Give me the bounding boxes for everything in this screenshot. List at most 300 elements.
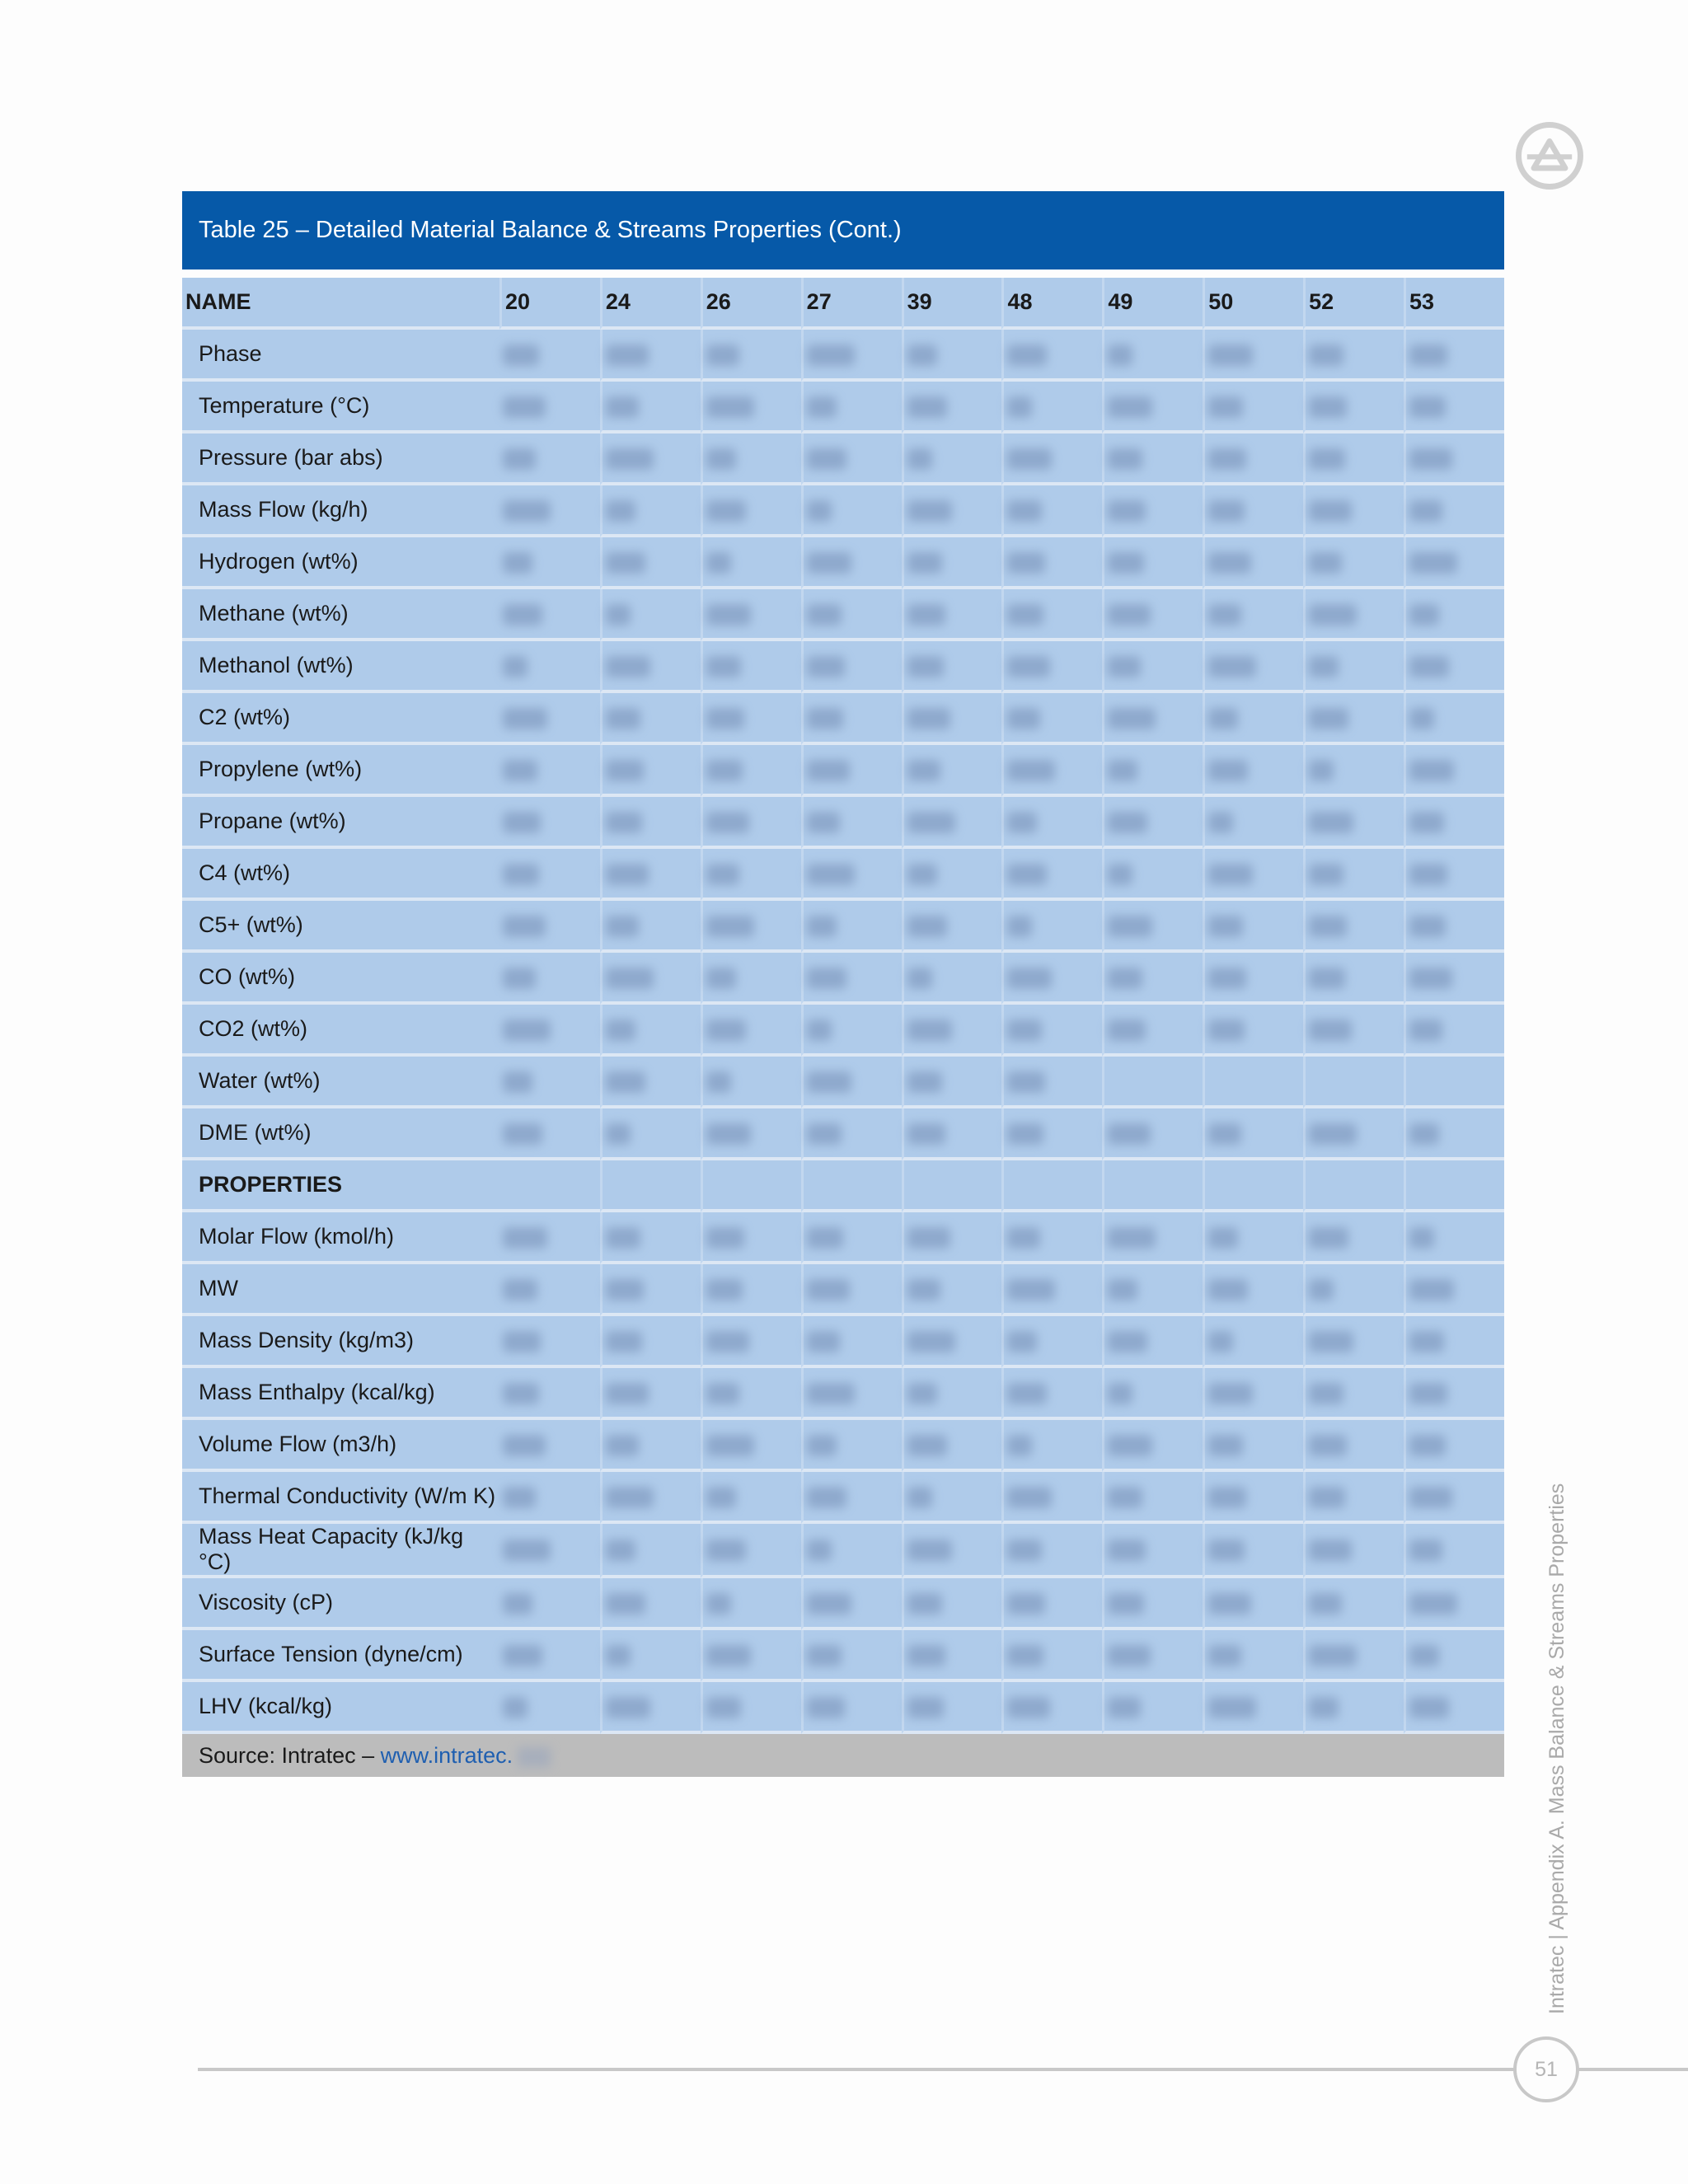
row-label: Molar Flow (kmol/h) <box>182 1212 499 1264</box>
row-label: Viscosity (cP) <box>182 1578 499 1630</box>
table-cell <box>902 849 1002 901</box>
redacted-value <box>1409 500 1442 522</box>
redacted-value <box>503 344 539 366</box>
table-row <box>182 1108 1504 1160</box>
table-cell <box>499 1368 600 1420</box>
redacted-value <box>606 1435 639 1456</box>
table-cell <box>600 641 701 693</box>
redacted-value <box>606 552 645 574</box>
table-cell <box>801 1630 902 1682</box>
material-balance-table-container <box>182 191 1504 1777</box>
redacted-value <box>1208 448 1246 470</box>
redacted-value <box>1409 1227 1434 1249</box>
material-balance-table <box>182 278 1504 1734</box>
table-cell <box>1404 589 1504 641</box>
row-label: Water (wt%) <box>182 1057 499 1108</box>
redacted-value <box>706 344 739 366</box>
table-cell <box>1001 434 1102 485</box>
table-cell <box>1102 485 1203 537</box>
redacted-value <box>1208 552 1251 574</box>
redacted-value <box>606 916 639 937</box>
table-cell <box>1203 641 1303 693</box>
table-cell <box>600 589 701 641</box>
row-label: Propylene (wt%) <box>182 745 499 797</box>
redacted-value <box>503 1019 551 1041</box>
redacted-value <box>1007 708 1040 729</box>
table-cell <box>499 1316 600 1368</box>
redacted-value <box>706 656 741 677</box>
redacted-value <box>1309 760 1334 781</box>
redacted-value <box>503 1645 542 1666</box>
table-cell <box>600 693 701 745</box>
table-cell <box>1404 953 1504 1005</box>
redacted-value <box>606 656 650 677</box>
row-label: LHV (kcal/kg) <box>182 1682 499 1734</box>
redacted-value <box>907 396 947 418</box>
redacted-value <box>606 1071 645 1093</box>
row-label: Methanol (wt%) <box>182 641 499 693</box>
table-cell <box>701 1316 801 1368</box>
redacted-value <box>1208 968 1246 989</box>
redacted-value <box>503 864 539 885</box>
page-number: 51 <box>1513 2036 1579 2102</box>
redacted-value <box>706 1697 741 1718</box>
table-cell <box>1001 1264 1102 1316</box>
redacted-value <box>1309 1279 1334 1301</box>
redacted-value <box>503 396 546 418</box>
redacted-value <box>1007 552 1045 574</box>
redacted-value <box>503 500 551 522</box>
table-cell <box>1303 797 1404 849</box>
table-cell <box>1203 1578 1303 1630</box>
redacted-value <box>1208 396 1243 418</box>
row-label: Mass Density (kg/m3) <box>182 1316 499 1368</box>
redacted-value <box>807 1593 851 1615</box>
table-cell <box>701 1682 801 1734</box>
table-cell <box>1102 382 1203 434</box>
table-cell <box>701 953 801 1005</box>
table-cell <box>1303 330 1404 382</box>
table-cell <box>1303 1578 1404 1630</box>
table-row <box>182 693 1504 745</box>
header-stream-48: 48 <box>1001 278 1102 330</box>
redacted-value <box>1007 760 1055 781</box>
table-cell <box>499 901 600 953</box>
table-row <box>182 485 1504 537</box>
row-label: Methane (wt%) <box>182 589 499 641</box>
table-cell <box>1102 1630 1203 1682</box>
redacted-value <box>1208 1227 1238 1249</box>
redacted-value <box>1108 396 1152 418</box>
table-cell <box>902 382 1002 434</box>
redacted-value <box>1208 1383 1253 1404</box>
redacted-value <box>1208 1645 1241 1666</box>
redacted-value <box>706 1645 751 1666</box>
table-cell <box>1001 745 1102 797</box>
table-cell <box>701 1368 801 1420</box>
intratec-logo-icon <box>1516 122 1583 190</box>
table-cell <box>1303 953 1404 1005</box>
redacted-value <box>706 1593 731 1615</box>
redacted-value <box>807 656 845 677</box>
redacted-value <box>706 552 731 574</box>
redacted-value <box>706 1540 746 1561</box>
table-cell <box>1001 1368 1102 1420</box>
table-cell <box>902 1108 1002 1160</box>
redacted-value <box>807 1697 845 1718</box>
redacted-value <box>606 760 644 781</box>
table-cell <box>902 1420 1002 1472</box>
table-cell <box>701 382 801 434</box>
table-cell <box>1303 1057 1404 1108</box>
redacted-value <box>706 500 746 522</box>
redacted-value <box>1208 760 1248 781</box>
table-cell <box>499 1578 600 1630</box>
table-cell <box>1303 589 1404 641</box>
table-cell <box>1303 1108 1404 1160</box>
table-cell <box>1102 434 1203 485</box>
table-cell <box>1001 1316 1102 1368</box>
redacted-value <box>1309 1645 1357 1666</box>
header-name: NAME <box>182 278 499 330</box>
redacted-value <box>1409 812 1444 833</box>
redacted-value <box>1309 1487 1345 1508</box>
table-row <box>182 849 1504 901</box>
redacted-value <box>503 1331 541 1352</box>
table-cell <box>701 1578 801 1630</box>
header-stream-49: 49 <box>1102 278 1203 330</box>
table-cell <box>701 434 801 485</box>
redacted-value <box>606 1331 642 1352</box>
table-cell <box>600 953 701 1005</box>
redacted-value <box>503 708 547 729</box>
redacted-value <box>1108 708 1156 729</box>
table-cell <box>1404 1472 1504 1524</box>
redacted-value <box>807 1645 842 1666</box>
table-cell <box>499 1057 600 1108</box>
redacted-value <box>1108 344 1132 366</box>
table-cell <box>801 1057 902 1108</box>
redacted-value <box>807 1019 832 1041</box>
redacted-value <box>706 1383 739 1404</box>
table-cell <box>902 901 1002 953</box>
redacted-value <box>807 396 837 418</box>
redacted-value <box>907 916 947 937</box>
redacted-value <box>706 448 736 470</box>
redacted-value <box>503 1123 542 1145</box>
redacted-value <box>1208 1331 1233 1352</box>
row-label: Volume Flow (m3/h) <box>182 1420 499 1472</box>
redacted-value <box>907 1071 942 1093</box>
table-cell <box>701 485 801 537</box>
table-cell <box>600 537 701 589</box>
table-cell <box>600 382 701 434</box>
redacted-value <box>503 916 546 937</box>
table-cell <box>1404 901 1504 953</box>
table-cell <box>701 745 801 797</box>
redacted-value <box>1309 708 1348 729</box>
table-cell <box>1102 1264 1203 1316</box>
table-cell <box>1203 1212 1303 1264</box>
table-cell <box>1102 1682 1203 1734</box>
table-cell <box>600 1160 701 1212</box>
table-cell <box>701 641 801 693</box>
redacted-value <box>1309 1540 1352 1561</box>
redacted-value <box>1309 656 1339 677</box>
redacted-value <box>503 760 537 781</box>
header-stream-27: 27 <box>801 278 902 330</box>
redacted-value <box>1007 1071 1045 1093</box>
redacted-value <box>706 396 754 418</box>
redacted-value <box>807 708 843 729</box>
redacted-value <box>606 448 654 470</box>
redacted-value <box>807 760 850 781</box>
table-row <box>182 589 1504 641</box>
table-cell <box>1303 1368 1404 1420</box>
redacted-value <box>1007 1645 1043 1666</box>
table-cell <box>1001 641 1102 693</box>
table-cell <box>902 485 1002 537</box>
table-cell <box>499 1005 600 1057</box>
table-cell <box>499 693 600 745</box>
redacted-value <box>1409 708 1434 729</box>
table-cell <box>902 1368 1002 1420</box>
redacted-value <box>807 968 846 989</box>
table-cell <box>1102 797 1203 849</box>
table-cell <box>1001 537 1102 589</box>
redacted-value <box>1309 396 1347 418</box>
table-cell <box>701 1160 801 1212</box>
table-cell <box>1303 693 1404 745</box>
redacted-value <box>1108 656 1141 677</box>
table-cell <box>1203 1630 1303 1682</box>
section-label: PROPERTIES <box>182 1160 499 1212</box>
table-cell <box>701 1108 801 1160</box>
header-stream-20: 20 <box>499 278 600 330</box>
redacted-value <box>503 812 541 833</box>
redacted-value <box>1309 864 1343 885</box>
table-cell <box>499 382 600 434</box>
table-row <box>182 382 1504 434</box>
table-cell <box>1001 693 1102 745</box>
table-cell <box>801 1005 902 1057</box>
table-cell <box>1404 1682 1504 1734</box>
table-cell <box>1404 849 1504 901</box>
row-label: DME (wt%) <box>182 1108 499 1160</box>
redacted-value <box>1108 1487 1142 1508</box>
redacted-value <box>1409 1331 1444 1352</box>
redacted-value <box>606 500 635 522</box>
redacted-value <box>606 1645 631 1666</box>
table-cell <box>1404 1108 1504 1160</box>
table-cell <box>701 1264 801 1316</box>
table-cell <box>1404 1420 1504 1472</box>
redacted-value <box>1409 1123 1439 1145</box>
table-cell <box>1303 537 1404 589</box>
row-label: CO2 (wt%) <box>182 1005 499 1057</box>
table-cell <box>801 1108 902 1160</box>
table-cell <box>1404 745 1504 797</box>
table-row <box>182 1524 1504 1578</box>
header-stream-26: 26 <box>701 278 801 330</box>
source-link-redacted <box>518 1747 551 1767</box>
table-cell <box>902 1630 1002 1682</box>
row-label: Pressure (bar abs) <box>182 434 499 485</box>
table-cell <box>600 485 701 537</box>
redacted-value <box>1108 812 1147 833</box>
redacted-value <box>503 656 528 677</box>
redacted-value <box>907 1435 947 1456</box>
table-cell <box>1203 537 1303 589</box>
redacted-value <box>1007 1227 1040 1249</box>
redacted-value <box>1309 916 1347 937</box>
row-label: Propane (wt%) <box>182 797 499 849</box>
table-cell <box>499 641 600 693</box>
redacted-value <box>503 1279 537 1301</box>
table-cell <box>1001 1160 1102 1212</box>
table-cell <box>1404 1316 1504 1368</box>
table-cell <box>801 1316 902 1368</box>
table-cell <box>1102 745 1203 797</box>
source-label: Source: Intratec – <box>199 1743 381 1768</box>
table-cell <box>499 1682 600 1734</box>
redacted-value <box>1208 656 1256 677</box>
redacted-value <box>907 448 932 470</box>
row-label: CO (wt%) <box>182 953 499 1005</box>
redacted-value <box>503 1593 532 1615</box>
table-row <box>182 1005 1504 1057</box>
redacted-value <box>706 812 749 833</box>
table-cell <box>499 1160 600 1212</box>
redacted-value <box>1409 1593 1457 1615</box>
row-label: Thermal Conductivity (W/m K) <box>182 1472 499 1524</box>
table-cell <box>1001 1212 1102 1264</box>
table-cell <box>1303 1472 1404 1524</box>
table-cell <box>1001 901 1102 953</box>
redacted-value <box>1108 1331 1147 1352</box>
table-cell <box>801 797 902 849</box>
redacted-value <box>1208 864 1253 885</box>
redacted-value <box>503 1697 528 1718</box>
redacted-value <box>706 968 736 989</box>
table-cell <box>499 537 600 589</box>
table-cell <box>1001 1108 1102 1160</box>
side-running-title: Intratec | Appendix A. Mass Balance & Streams Properties <box>1545 1483 1568 2014</box>
table-cell <box>499 1264 600 1316</box>
table-cell <box>801 1368 902 1420</box>
table-row <box>182 1264 1504 1316</box>
row-label: Mass Heat Capacity (kJ/kg °C) <box>182 1524 499 1578</box>
table-cell <box>1203 745 1303 797</box>
redacted-value <box>706 1487 736 1508</box>
redacted-value <box>606 1227 640 1249</box>
header-stream-39: 39 <box>902 278 1002 330</box>
table-cell <box>600 1420 701 1472</box>
table-cell <box>499 1212 600 1264</box>
table-cell <box>1203 1108 1303 1160</box>
table-cell <box>499 953 600 1005</box>
redacted-value <box>1108 1540 1146 1561</box>
table-cell <box>801 1524 902 1578</box>
table-cell <box>1203 485 1303 537</box>
table-cell <box>1404 1005 1504 1057</box>
table-cell <box>1203 797 1303 849</box>
table-cell <box>801 641 902 693</box>
redacted-value <box>907 344 937 366</box>
table-cell <box>1404 1630 1504 1682</box>
redacted-value <box>1409 1697 1449 1718</box>
redacted-value <box>1309 1227 1348 1249</box>
redacted-value <box>907 1593 942 1615</box>
table-cell <box>1102 693 1203 745</box>
table-cell <box>1102 641 1203 693</box>
redacted-value <box>907 656 944 677</box>
redacted-value <box>907 1540 952 1561</box>
redacted-value <box>1007 864 1047 885</box>
source-link[interactable]: www.intratec. <box>380 1743 513 1768</box>
table-cell <box>1404 382 1504 434</box>
redacted-value <box>1007 396 1032 418</box>
table-cell <box>499 849 600 901</box>
redacted-value <box>1007 812 1037 833</box>
table-row <box>182 641 1504 693</box>
table-cell <box>1001 1057 1102 1108</box>
redacted-value <box>706 604 751 626</box>
table-cell <box>499 1108 600 1160</box>
table-cell <box>600 745 701 797</box>
redacted-value <box>1007 1123 1043 1145</box>
table-cell <box>1001 1005 1102 1057</box>
table-cell <box>600 1630 701 1682</box>
redacted-value <box>1108 1593 1144 1615</box>
table-cell <box>1203 693 1303 745</box>
table-cell <box>902 434 1002 485</box>
table-cell <box>701 693 801 745</box>
table-cell <box>902 1472 1002 1524</box>
table-cell <box>499 589 600 641</box>
redacted-value <box>907 1019 952 1041</box>
redacted-value <box>706 1071 731 1093</box>
table-cell <box>902 330 1002 382</box>
redacted-value <box>606 1279 644 1301</box>
table-cell <box>1404 434 1504 485</box>
table-row <box>182 797 1504 849</box>
header-stream-52: 52 <box>1303 278 1404 330</box>
redacted-value <box>1007 1279 1055 1301</box>
redacted-value <box>907 708 950 729</box>
table-cell <box>902 745 1002 797</box>
table-cell <box>499 1630 600 1682</box>
redacted-value <box>606 604 631 626</box>
redacted-value <box>1108 1645 1151 1666</box>
table-cell <box>1001 1630 1102 1682</box>
table-cell <box>600 1578 701 1630</box>
redacted-value <box>1409 656 1449 677</box>
table-row <box>182 330 1504 382</box>
table-cell <box>1303 1682 1404 1734</box>
redacted-value <box>807 1487 846 1508</box>
table-cell <box>701 1524 801 1578</box>
table-cell <box>600 1316 701 1368</box>
table-row <box>182 1420 1504 1472</box>
redacted-value <box>1007 448 1052 470</box>
redacted-value <box>1208 916 1243 937</box>
table-cell <box>600 1108 701 1160</box>
table-cell <box>1203 1524 1303 1578</box>
table-cell <box>1303 849 1404 901</box>
table-cell <box>1102 1108 1203 1160</box>
redacted-value <box>1007 1487 1052 1508</box>
